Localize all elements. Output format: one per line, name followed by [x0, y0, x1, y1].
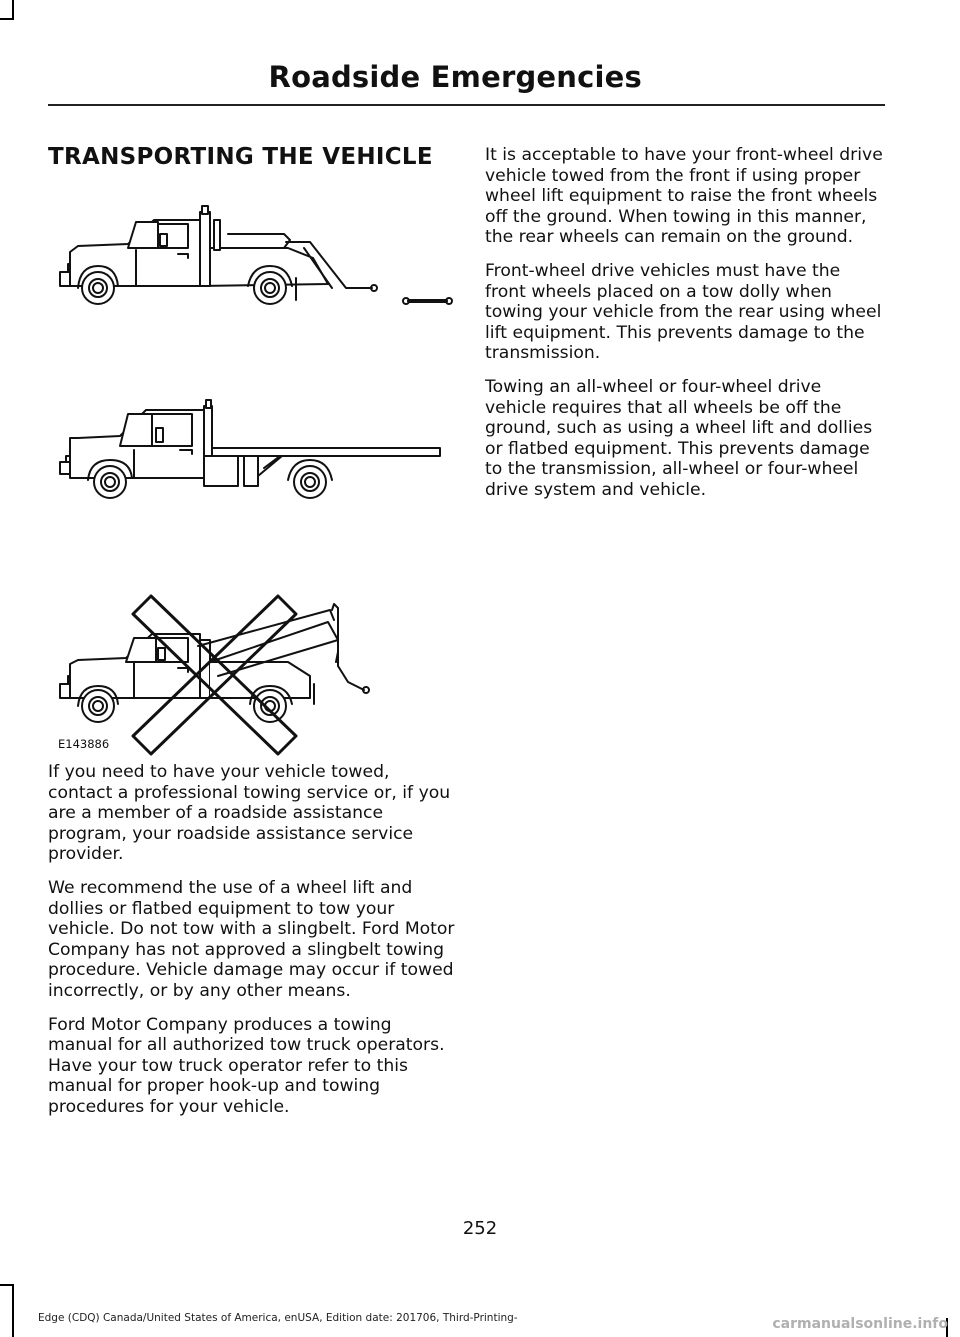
- paragraph: Towing an all-wheel or four-wheel drive vehicle requires that all wheels be off the ground, such as using a wheel lift and dollies or flatbed equipment. This prevents damage to the transmission, all-wheel or four-wheel drive system and vehicle.: [485, 376, 873, 500]
- crop-mark: [12, 1284, 14, 1337]
- left-column: [48, 762, 458, 1131]
- paragraph: Front-wheel drive vehicles must have the front wheels placed on a tow dolly when towing your vehicle from the rear using wheel lift equipment. This prevents damage to the transmission.: [485, 260, 882, 364]
- wheel-lift-tow-truck: [60, 206, 452, 304]
- paragraph: We recommend the use of a wheel lift and dollies or flatbed equipment to tow your vehicle. Do not tow with a slingbelt. Ford Motor Company has not approved a slingbelt towing procedure. Vehicle damage may occur if towed incorrectly, or by any other means.: [48, 877, 455, 1001]
- towing-illustration: [48, 200, 458, 756]
- paragraph: It is acceptable to have your front-wheel drive vehicle towed from the front if using proper wheel lift equipment to raise the front wheels off the ground. When towing in this manner, the rear wheels can remain on the ground.: [485, 145, 883, 248]
- illustration-code: E143886: [58, 737, 110, 751]
- page-number: 252: [462, 1218, 498, 1239]
- slingbelt-tow-truck: [60, 604, 369, 722]
- footer-edition-info: Edge (CDQ) Canada/United States of America, enUSA, Edition date: 201706, Third-Printing-: [38, 1312, 518, 1324]
- crop-mark: [0, 18, 14, 20]
- crop-mark: [0, 1284, 14, 1286]
- paragraph: If you need to have your vehicle towed, contact a professional towing service or, if you are a member of a roadside assistance program, your roadside assistance service provider.: [48, 762, 451, 865]
- page-header-title: Roadside Emergencies: [268, 60, 642, 94]
- right-column: [485, 145, 885, 514]
- watermark: carmanualsonline.info: [772, 1316, 948, 1332]
- flatbed-tow-truck: [60, 400, 440, 498]
- paragraph: Ford Motor Company produces a towing manual for all authorized tow truck operators. Have your tow truck operator refer to this manual for proper hook-up and towing procedures for your vehicle.: [48, 1014, 445, 1117]
- header-divider: [48, 104, 885, 106]
- section-title: TRANSPORTING THE VEHICLE: [48, 144, 433, 170]
- crop-mark: [12, 0, 14, 20]
